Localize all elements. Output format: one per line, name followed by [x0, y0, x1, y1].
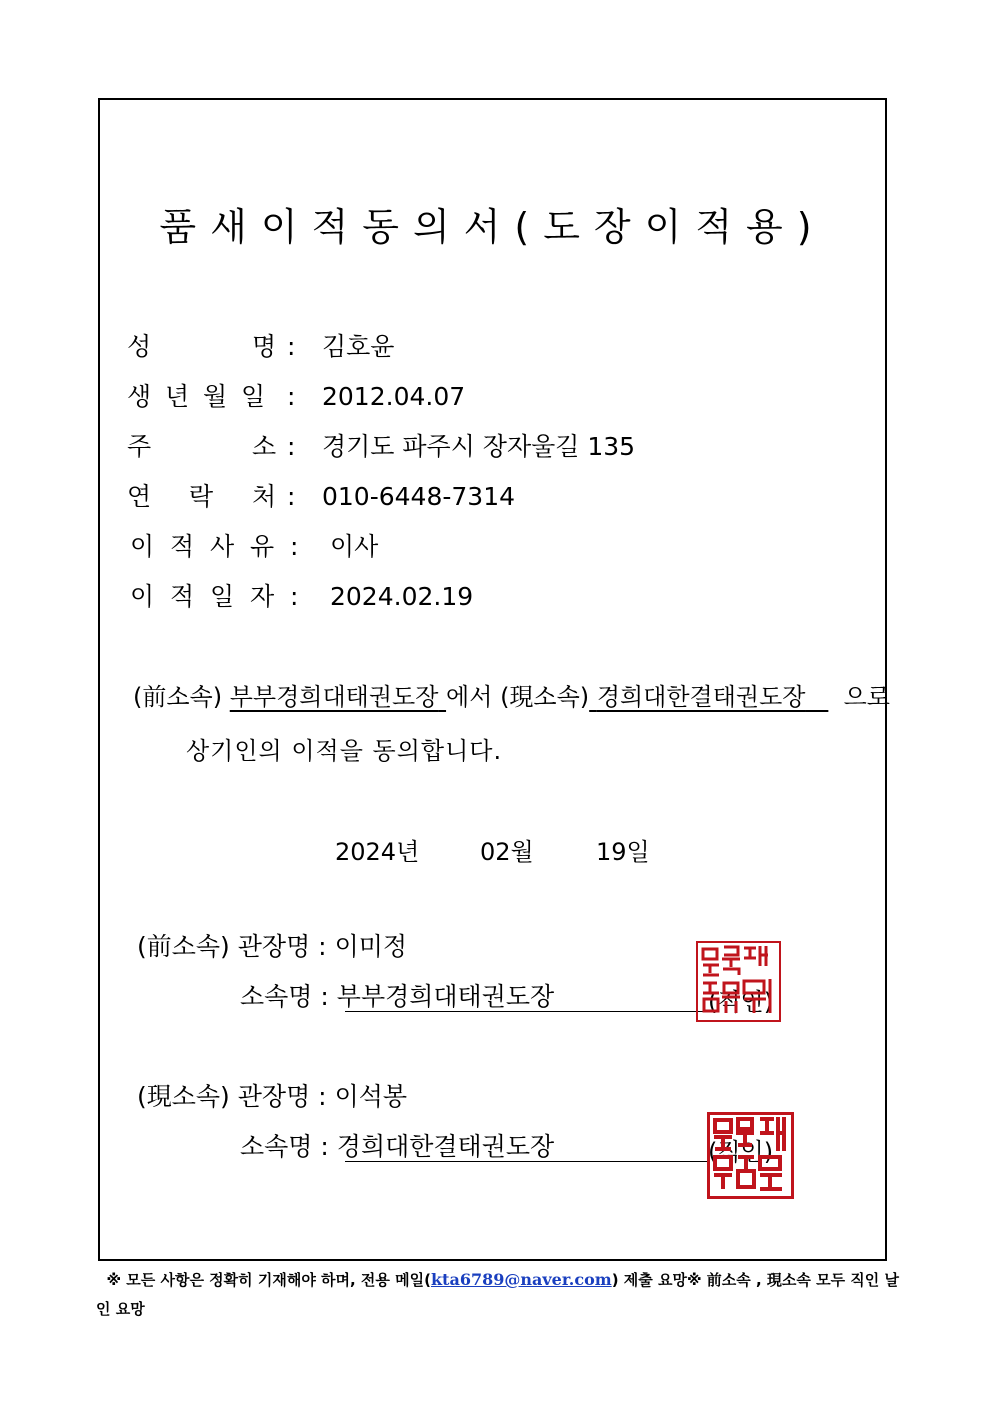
curr-master-row: (現소속) 관장명 : 이석봉 — [137, 1082, 408, 1111]
prev-sig-dojang-name: 부부경희대태권도장 — [336, 982, 555, 1011]
agreement-line2: 상기인의 이적을 동의합니다. — [186, 737, 503, 765]
date-day: 19일 — [596, 838, 650, 866]
prev-master-label: 관장명 — [237, 932, 311, 961]
prev-seal-stamp — [696, 941, 781, 1022]
prev-sig-prefix: (前소속) — [137, 932, 230, 961]
field-address-value: 경기도 파주시 장자울길 135 — [322, 432, 636, 461]
field-contact-label: 연 락 처 — [127, 482, 277, 511]
prev-affiliation-prefix: (前소속) — [133, 683, 223, 711]
prev-seal-mark: (직인) — [708, 988, 774, 1016]
field-transfer-reason-value: 이사 — [330, 532, 379, 561]
field-name-value: 김호윤 — [322, 332, 395, 361]
seal-glyph-icon — [710, 1115, 791, 1196]
field-birthdate-label: 생 년 월 일 — [127, 382, 266, 411]
prev-dojang-row: 소속명 : 부부경희대태권도장 — [240, 982, 555, 1011]
agreement-sentence — [133, 680, 890, 714]
field-transfer-date-label: 이 적 일 자 — [130, 582, 275, 611]
field-birthdate-value: 2012.04.07 — [322, 382, 466, 411]
prev-master-name: 이미정 — [334, 932, 408, 961]
curr-master-label: 관장명 — [237, 1082, 311, 1111]
field-address-label: 주 소 — [127, 432, 277, 461]
footer-notice: ※ 모든 사항은 정확히 기재해야 하며, 전용 메일(kta6789@naver.com) 제출 요망※ 前소속 , 現소속 모두 직인 날인 요망 — [96, 1270, 899, 1318]
field-contact-value: 010-6448-7314 — [322, 482, 516, 511]
contact-email-link[interactable]: kta6789@naver.com — [430, 1270, 612, 1289]
field-name-label: 성 명 — [127, 332, 277, 361]
document-title: 품새이적동의서(도장이적용) — [159, 205, 826, 249]
prev-dojang-name: 부부경희대태권도장 — [229, 683, 439, 711]
curr-affiliation-prefix: (現소속) — [500, 683, 590, 711]
curr-dojang-label: 소속명 — [240, 1132, 313, 1161]
curr-sig-dojang-name: 경희대한결태권도장 — [336, 1132, 555, 1161]
seal-glyph-icon — [698, 943, 779, 1020]
curr-dojang-row: 소속명 : 경희대한결태권도장 — [240, 1132, 555, 1161]
date-month: 02월 — [480, 838, 534, 866]
curr-sig-prefix: (現소속) — [137, 1082, 230, 1111]
curr-master-name: 이석봉 — [334, 1082, 408, 1111]
curr-seal-stamp — [707, 1112, 794, 1199]
curr-seal-mark: (직인) — [708, 1138, 774, 1166]
curr-dojang-name: 경희대한결태권도장 — [596, 683, 806, 711]
prev-master-row: (前소속) 관장명 : 이미정 — [137, 932, 408, 961]
field-transfer-reason-label: 이 적 사 유 — [130, 532, 275, 561]
to-word: 으로 — [843, 683, 890, 711]
from-word: 에서 — [446, 683, 493, 711]
prev-dojang-label: 소속명 — [240, 982, 313, 1011]
field-transfer-date-value: 2024.02.19 — [330, 582, 474, 611]
curr-signature-line — [345, 1161, 710, 1162]
date-year: 2024년 — [335, 838, 420, 866]
prev-signature-line — [345, 1011, 705, 1012]
